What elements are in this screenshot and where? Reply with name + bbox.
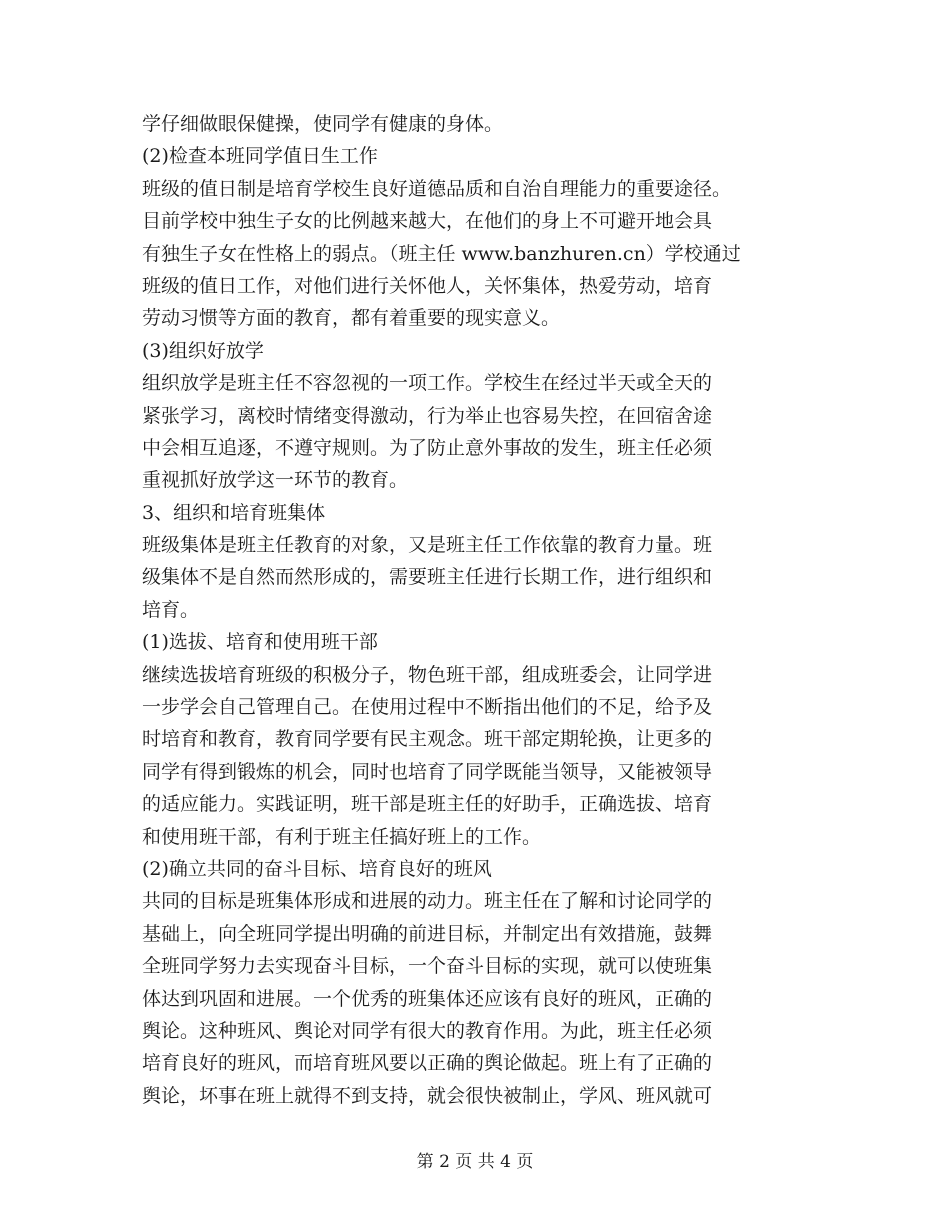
text-line: 全班同学努力去实现奋斗目标，一个奋斗目标的实现，就可以使班集 bbox=[142, 955, 713, 978]
text-line: 3、组织和培育班集体 bbox=[142, 501, 326, 524]
text-line: (3)组织好放学 bbox=[142, 339, 264, 362]
text-line: 班级的值日制是培育学校生良好道德品质和自治自理能力的重要途径。 bbox=[142, 177, 732, 200]
text-line: (1)选拔、培育和使用班干部 bbox=[142, 631, 378, 654]
text-line: 重视抓好放学这一环节的教育。 bbox=[142, 469, 409, 492]
text-line: 和使用班干部，有利于班主任搞好班上的工作。 bbox=[142, 825, 542, 848]
text-line: 体达到巩固和进展。一个优秀的班集体还应该有良好的班风，正确的 bbox=[142, 987, 713, 1010]
text-line: 紧张学习，离校时情绪变得激动，行为举止也容易失控，在回宿舍途 bbox=[142, 404, 713, 427]
text-line: 目前学校中独生子女的比例越来越大，在他们的身上不可避开地会具 bbox=[142, 210, 713, 233]
text-line: 时培育和教育，教育同学要有民主观念。班干部定期轮换，让更多的 bbox=[142, 728, 713, 751]
text-line: (2)检查本班同学值日生工作 bbox=[142, 145, 378, 168]
text-line: 组织放学是班主任不容忽视的一项工作。学校生在经过半天或全天的 bbox=[142, 372, 713, 395]
text-line: 基础上，向全班同学提出明确的前进目标，并制定出有效措施，鼓舞 bbox=[142, 922, 713, 945]
text-line: 培育良好的班风，而培育班风要以正确的舆论做起。班上有了正确的 bbox=[142, 1052, 713, 1075]
text-line: (2)确立共同的奋斗目标、培育良好的班风 bbox=[142, 857, 492, 880]
text-line: 舆论，坏事在班上就得不到支持，就会很快被制止，学风、班风就可 bbox=[142, 1084, 713, 1107]
text-line: 培育。 bbox=[142, 598, 200, 621]
text-line: 一步学会自己管理自己。在使用过程中不断指出他们的不足，给予及 bbox=[142, 696, 713, 719]
text-line: 中会相互追逐，不遵守规则。为了防止意外事故的发生，班主任必须 bbox=[142, 436, 713, 459]
text-line: 班级的值日工作，对他们进行关怀他人，关怀集体，热爱劳动，培育 bbox=[142, 274, 713, 297]
document-body bbox=[142, 108, 812, 1112]
page-footer: 第 2 页 共 4 页 bbox=[416, 1152, 534, 1172]
text-line: 级集体不是自然而然形成的，需要班主任进行长期工作，进行组织和 bbox=[142, 566, 713, 589]
text-line: 的适应能力。实践证明，班干部是班主任的好助手，正确选拔、培育 bbox=[142, 793, 713, 816]
text-line: 继续选拔培育班级的积极分子，物色班干部，组成班委会，让同学进 bbox=[142, 663, 713, 686]
text-line: 共同的目标是班集体形成和进展的动力。班主任在了解和讨论同学的 bbox=[142, 890, 713, 913]
text-line: 劳动习惯等方面的教育，都有着重要的现实意义。 bbox=[142, 307, 561, 330]
text-line: 有独生子女在性格上的弱点。（班主任 www.banzhuren.cn）学校通过 bbox=[142, 242, 741, 265]
text-line: 舆论。这种班风、舆论对同学有很大的教育作用。为此，班主任必须 bbox=[142, 1019, 713, 1042]
text-line: 学仔细做眼保健操，使同学有健康的身体。 bbox=[142, 113, 504, 135]
text-line: 同学有得到锻炼的机会，同时也培育了同学既能当领导，又能被领导 bbox=[142, 760, 713, 783]
text-line: 班级集体是班主任教育的对象，又是班主任工作依靠的教育力量。班 bbox=[142, 534, 713, 557]
